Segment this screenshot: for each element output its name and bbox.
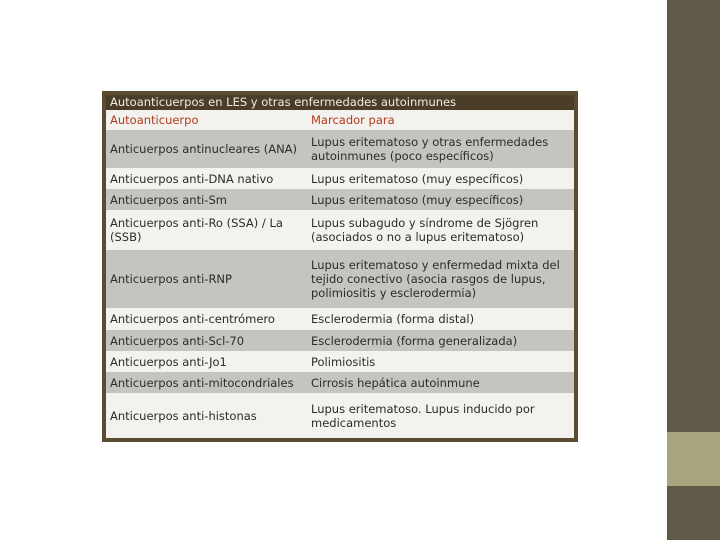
table-row xyxy=(106,372,574,393)
marker-cell: Lupus eritematoso. Lupus inducido por medicamentos xyxy=(311,401,535,430)
marker-cell: Esclerodermia (forma distal) xyxy=(311,312,475,326)
antibody-cell: Anticuerpos anti-centrómero xyxy=(110,312,275,326)
antibody-cell: Anticuerpos anti-Jo1 xyxy=(110,354,227,369)
table-row xyxy=(106,330,574,351)
marker-cell: Lupus subagudo y síndrome de Sjögren (asociados o no a lupus eritematoso) xyxy=(311,216,539,244)
antibody-cell: Anticuerpos anti-DNA nativo xyxy=(110,171,274,186)
marker-cell: Lupus eritematoso y enfermedad mixta del tejido conectivo (asocia rasgos de lupus, polimiositis y esclerodermia) xyxy=(311,258,560,300)
table-row xyxy=(106,351,574,372)
slide-side-accent xyxy=(667,432,720,486)
antibody-cell: Anticuerpos antinucleares (ANA) xyxy=(110,142,298,156)
table-inner xyxy=(106,95,574,438)
marker-cell: Lupus eritematoso (muy específicos) xyxy=(311,171,524,186)
table-title: Autoanticuerpos en LES y otras enfermedades autoinmunes xyxy=(106,95,574,110)
header-marcador: Marcador para xyxy=(311,113,395,127)
marker-cell: Esclerodermia (forma generalizada) xyxy=(311,333,518,348)
table-row xyxy=(106,210,574,250)
table-row xyxy=(106,130,574,168)
antibody-cell: Anticuerpos anti-mitocondriales xyxy=(110,375,294,390)
table-row xyxy=(106,308,574,330)
antibody-cell: Anticuerpos anti-Ro (SSA) / La (SSB) xyxy=(110,216,283,244)
antibody-cell: Anticuerpos anti-Scl-70 xyxy=(110,333,245,348)
antibody-cell: Anticuerpos anti-RNP xyxy=(110,272,232,286)
table-row xyxy=(106,250,574,308)
marker-cell: Lupus eritematoso y otras enfermedades autoinmunes (poco específicos) xyxy=(311,135,549,163)
antibody-cell: Anticuerpos anti-Sm xyxy=(110,192,227,207)
antibody-cell: Anticuerpos anti-histonas xyxy=(110,408,257,423)
marker-cell: Cirrosis hepática autoinmune xyxy=(311,375,480,390)
table-header-row xyxy=(106,110,574,130)
marker-cell: Polimiositis xyxy=(311,354,376,369)
table-row xyxy=(106,168,574,189)
header-autoanticuerpo: Autoanticuerpo xyxy=(110,113,199,127)
marker-cell: Lupus eritematoso (muy específicos) xyxy=(311,192,524,207)
autoantibody-table xyxy=(102,91,578,442)
table-row xyxy=(106,189,574,210)
table-row xyxy=(106,393,574,438)
